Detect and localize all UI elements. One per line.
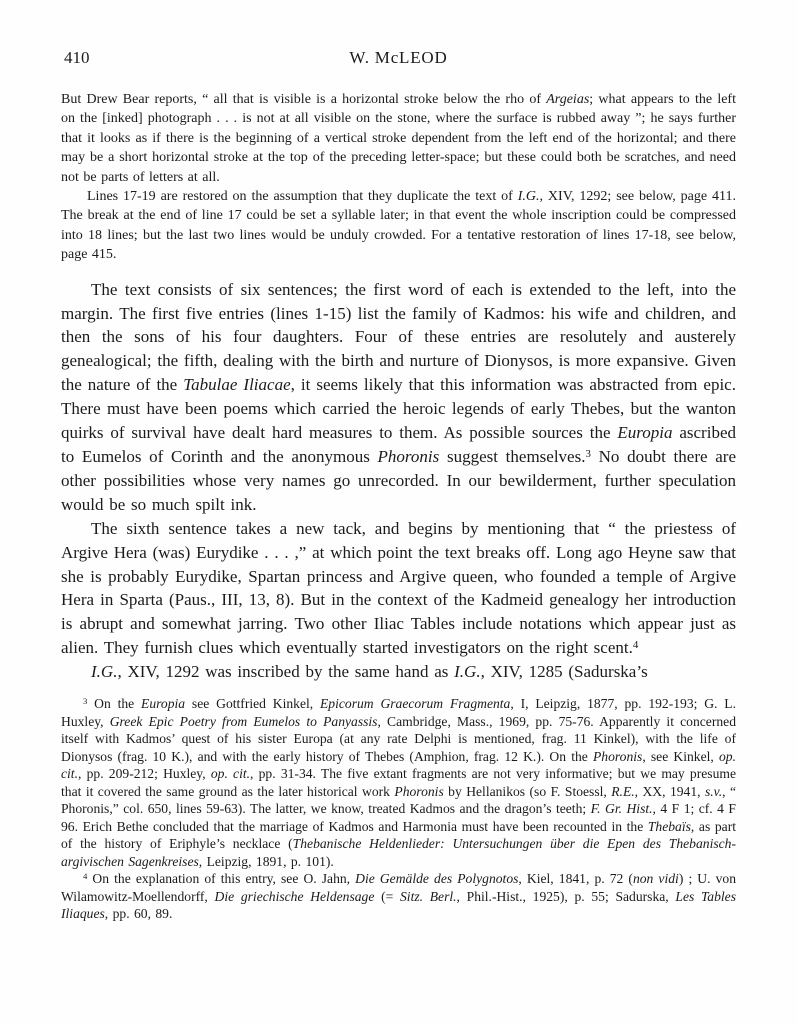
running-header-author: W. McLEOD bbox=[349, 48, 448, 67]
main-paragraph-3: I.G., XIV, 1292 was inscribed by the same hand as I.G., XIV, 1285 (Sadurska’s bbox=[91, 662, 648, 682]
page-content bbox=[61, 48, 736, 923]
footnote-4: $^4$ On the explanation of this entry, see O. Jahn, Die Gemälde des Polygnotos, Kiel, 1841, p. 72 (non vidi) ; U. von Wilamowitz-Moellendorff, Die griechische Heldensage (= Sitz. Berl., Phil.-Hist., 1925), p. 55; Sadurska, Les Tables Iliaques, pp. 60, 89. bbox=[61, 871, 736, 922]
footnotes-section bbox=[61, 695, 736, 923]
block-quote-paragraph-2: Lines 17-19 are restored on the assumption that they duplicate the text of I.G., XIV, 1292; see below, page 411. The break at the end of line 17 could be set a syllable later; in that event the whole inscription could be compressed into 18 lines; but the last two lines would be unduly crowded. For a tentative restoration of lines 17-18, see below, page 415. bbox=[61, 189, 736, 263]
main-paragraph-2: The sixth sentence takes a new tack, and begins by mentioning that “ the priestess of Argive Hera (was) Eurydike . . . ,” at which point the text breaks off. Long ago Heyne saw that she is probably Eurydike, Spartan princess and Argive queen, who founded a temple of Argive Hera in Sparta (Paus., III, 13, 8). But in the context of the Kadmeid genealogy her introduction is abrupt and somewhat jarring. Two other Iliac Tables include notations which appear just as alien. They furnish clues which eventually started investigators on the right scent.$^4$ bbox=[61, 518, 736, 658]
footnote-3: $^3$ On the Europia see Gottfried Kinkel, Epicorum Graecorum Fragmenta, I, Leipzig, 1877, pp. 192-193; G. L. Huxley, Greek Epic Poetry from Eumelos to Panyassis, Cambridge, Mass., 1969, pp. 75-76. Apparently it concerned itself with Kadmos’ quest of his sister Europa (at any rate Delphi is mentioned, frag. 11 Kinkel), with the life of Dionysos (frag. 10 K.), and with the early history of Thebes (Amphion, frag. 12 K.). On the Phoronis, see Kinkel, op. cit., pp. 209-212; Huxley, op. cit., pp. 31-34. The five extant fragments are not very informative; but we may presume that it covered the same ground as the later historical work Phoronis by Hellanikos (so F. Stoessl, R.E., XX, 1941, s.v., “ Phoronis,” col. 650, lines 59-63). The latter, we know, treated Kadmos and the dragon’s teeth; F. Gr. Hist., 4 F 1; cf. 4 F 96. Erich Bethe concluded that the marriage of Kadmos and Harmonia must have been recounted in the Thebaïs, as part of the history of Eriphyle’s necklace (Thebanische Heldenlieder: Untersuchungen über die Epen des Thebanisch-argivischen Sagenkreises, Leipzig, 1891, p. 101). bbox=[61, 696, 737, 869]
page-number: 410 bbox=[64, 48, 90, 67]
page-header bbox=[61, 48, 736, 69]
main-text-section bbox=[61, 278, 736, 684]
block-quote-section bbox=[61, 90, 736, 265]
block-quote-paragraph-1: But Drew Bear reports, “ all that is visible is a horizontal stroke below the rho of Argeias; what appears to the left on the [inked] photograph . . . is not at all visible on the stone, where the surface is rubbed away ”; he says further that it looks as if there is the beginning of a vertical stroke dependent from the left end of the horizontal; and there may be a short horizontal stroke at the top of the preceding letter-space; but these could both be scratches, and need not be parts of letters at all. bbox=[61, 92, 736, 185]
main-paragraph-1: The text consists of six sentences; the first word of each is extended to the left, into the margin. The first five entries (lines 1-15) list the family of Kadmos: his wife and children, and then the sons of his four daughters. Four of these entries are resolutely and austerely genealogical; the fifth, dealing with the birth and nurture of Dionysos, is more expansive. Given the nature of the Tabulae Iliacae, it seems likely that this information was abstracted from epic. There must have been poems which carried the heroic legends of early Thebes, but the wanton quirks of survival have dealt hard measures to them. As possible sources the Europia ascribed to Eumelos of Corinth and the anonymous Phoronis suggest themselves.$^3$ No doubt there are other possibilities whose very names go unrecorded. In our bewilderment, further speculation would be so much spilt ink. bbox=[61, 279, 736, 514]
